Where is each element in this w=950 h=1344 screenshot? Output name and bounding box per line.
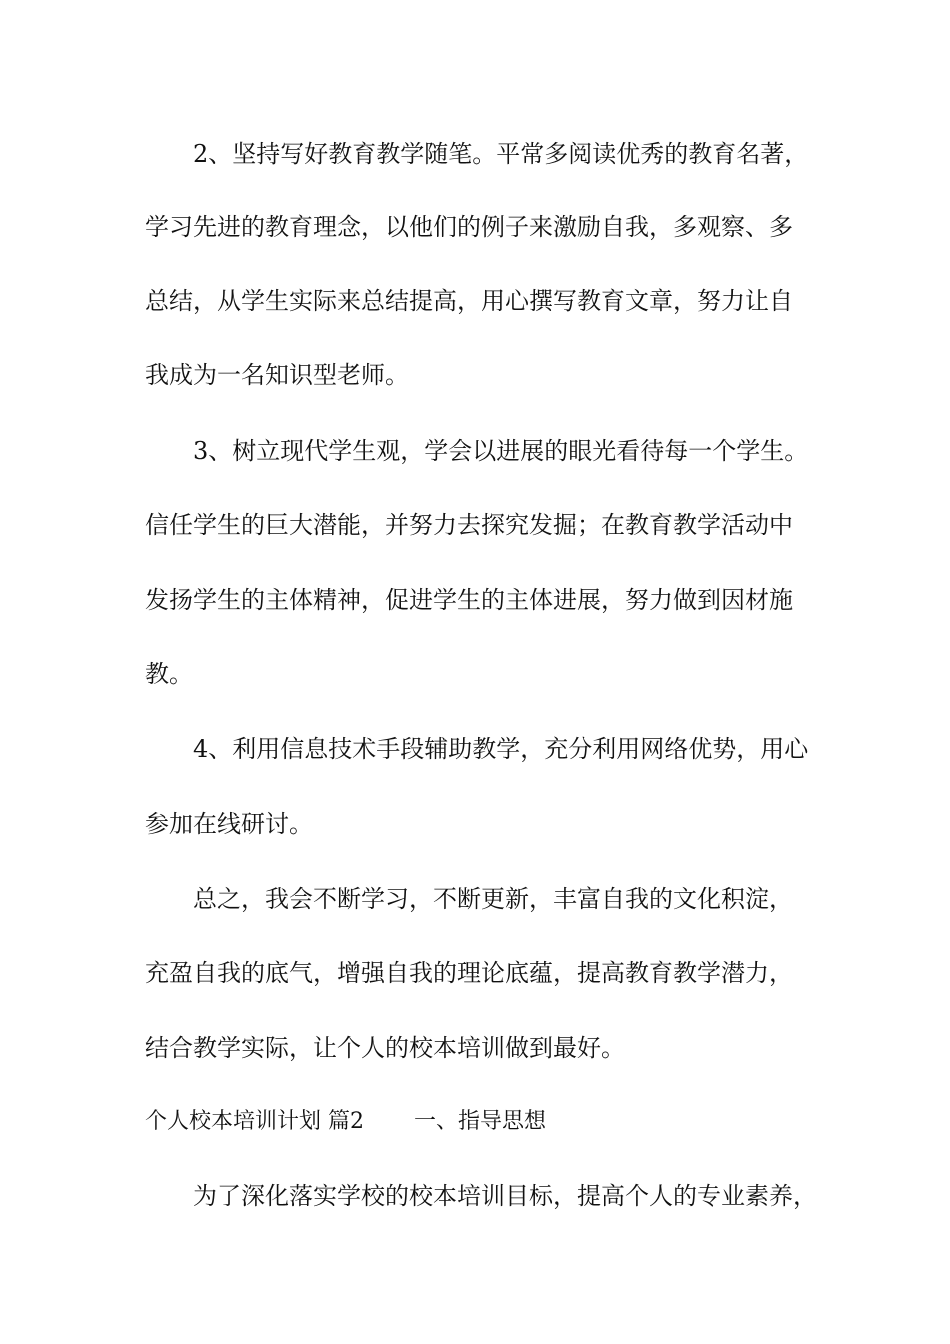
section-heading-title: 个人校本培训计划 篇2 <box>145 1109 364 1134</box>
intro-line-1: 为了深化落实学校的校本培训目标，提高个人的专业素养， <box>193 1182 817 1210</box>
paragraph-4-line-2: 参加在线研讨。 <box>145 810 313 838</box>
paragraph-3-line-1: 3、树立现代学生观，学会以进展的眼光看待每一个学生。 <box>193 437 809 465</box>
section-heading <box>145 1106 546 1138</box>
conclusion-line-2: 充盈自我的底气，增强自我的理论底蕴，提高教育教学潜力， <box>145 959 793 987</box>
section-heading-subtitle: 一、指导思想 <box>414 1109 547 1134</box>
paragraph-2-line-1: 2、坚持写好教育教学随笔。平常多阅读优秀的教育名著， <box>193 140 809 168</box>
paragraph-4-line-1: 4、利用信息技术手段辅助教学，充分利用网络优势，用心 <box>193 735 809 763</box>
conclusion-line-1: 总之，我会不断学习，不断更新，丰富自我的文化积淀， <box>193 885 793 913</box>
paragraph-3-line-3: 发扬学生的主体精神，促进学生的主体进展，努力做到因材施 <box>145 586 793 614</box>
paragraph-3-line-2: 信任学生的巨大潜能，并努力去探究发掘；在教育教学活动中 <box>145 511 793 539</box>
paragraph-2-line-2: 学习先进的教育理念，以他们的例子来激励自我，多观察、多 <box>145 213 793 241</box>
paragraph-3-line-4: 教。 <box>145 660 193 688</box>
paragraph-2-line-3: 总结，从学生实际来总结提高，用心撰写教育文章，努力让自 <box>145 287 793 315</box>
conclusion-line-3: 结合教学实际，让个人的校本培训做到最好。 <box>145 1034 625 1062</box>
paragraph-2-line-4: 我成为一名知识型老师。 <box>145 361 409 389</box>
